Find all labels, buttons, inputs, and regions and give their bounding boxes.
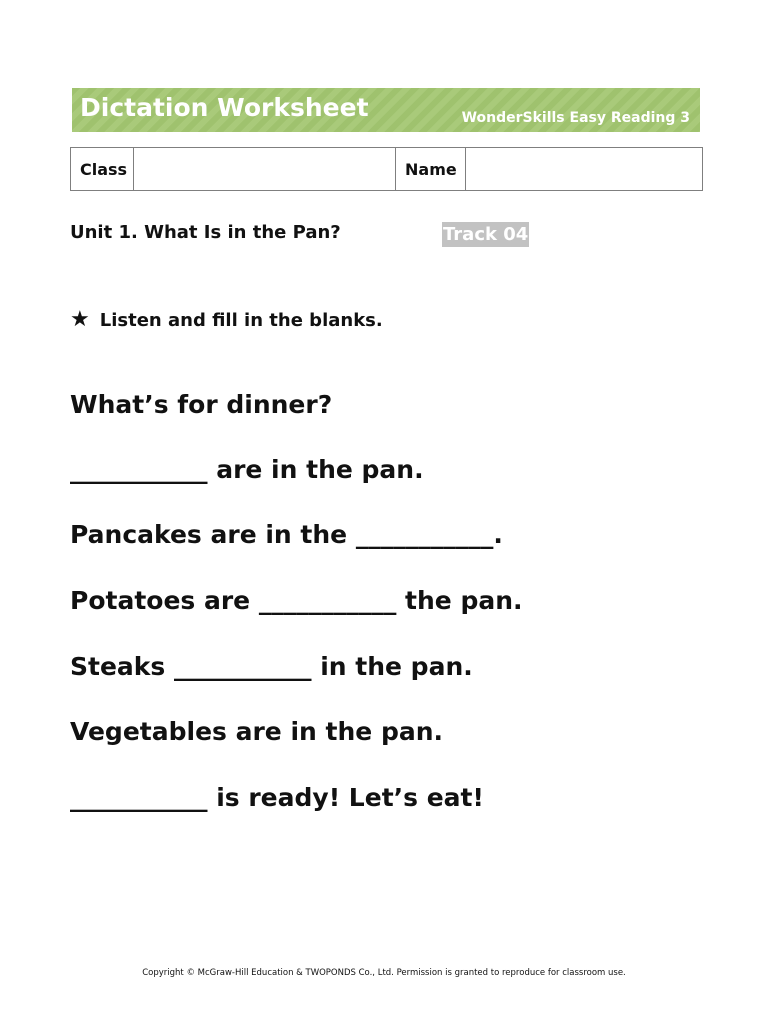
name-label: Name: [396, 148, 466, 191]
class-name-table: [70, 147, 703, 191]
class-label: Class: [71, 148, 134, 191]
worksheet-header: [72, 88, 700, 132]
track-badge: Track 04: [443, 224, 529, 245]
sentence-7: ___________ is ready! Let’s eat!: [70, 783, 484, 812]
copyright-footer: Copyright © McGraw-Hill Education & TWOPONDS Co., Ltd. Permission is granted to reproduce for classroom use.: [142, 968, 626, 978]
instruction-line: [70, 307, 383, 332]
sentence-3: Pancakes are in the ___________.: [70, 520, 503, 549]
sentence-4: Potatoes are ___________ the pan.: [70, 586, 523, 615]
name-field[interactable]: [466, 148, 703, 191]
sentence-1: What’s for dinner?: [70, 390, 333, 419]
sentence-6: Vegetables are in the pan.: [70, 717, 444, 746]
class-field[interactable]: [134, 148, 396, 191]
sentence-2: ___________ are in the pan.: [70, 455, 424, 484]
sentence-5: Steaks ___________ in the pan.: [70, 652, 473, 681]
unit-title: Unit 1. What Is in the Pan?: [70, 222, 341, 243]
black-star-icon: ★: [70, 307, 90, 332]
series-title: WonderSkills Easy Reading 3: [461, 110, 690, 126]
worksheet-title: Dictation Worksheet: [80, 93, 369, 122]
instruction-text: Listen and fill in the blanks.: [99, 310, 383, 331]
